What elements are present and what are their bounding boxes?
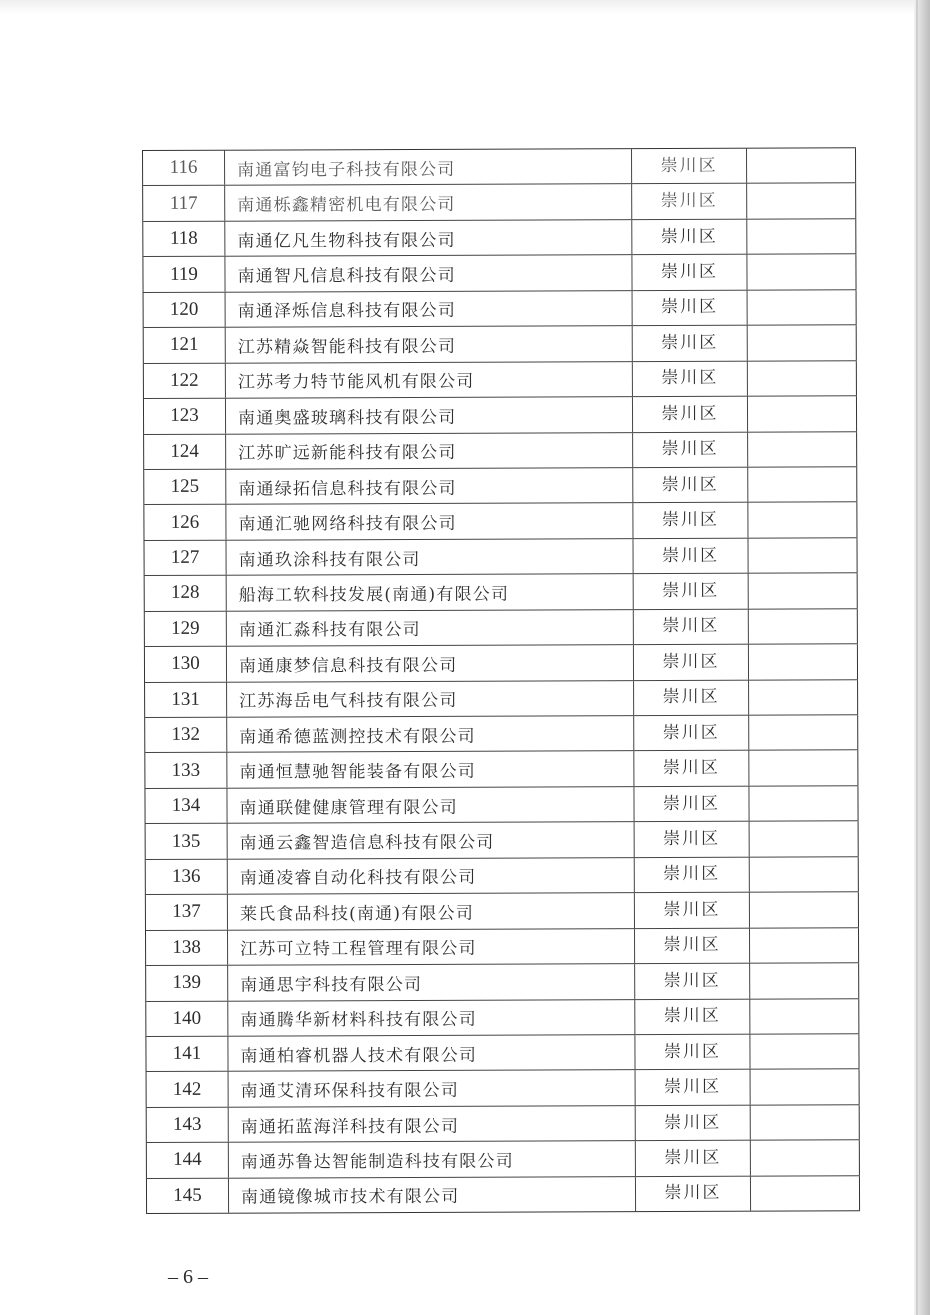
table-row [144,432,857,470]
table-row [147,1070,860,1108]
row-number: 144 [147,1143,229,1178]
row-number: 119 [143,257,225,292]
company-name: 南通镜像城市技术有限公司 [229,1177,636,1213]
table-row [146,822,859,860]
scan-edge-line [916,0,918,1315]
table-row [143,255,856,293]
district: 崇川区 [633,468,748,503]
remarks-cell [750,963,859,998]
company-name: 船海工软科技发展(南通)有限公司 [227,574,634,610]
remarks-cell [748,361,857,396]
page-number: – 6 – [168,1266,208,1288]
company-name: 南通希德蓝测控技术有限公司 [227,716,634,752]
table-row [146,999,859,1037]
remarks-cell [749,574,858,609]
remarks-cell [750,1034,859,1069]
table-row [144,325,857,363]
row-number: 134 [145,789,227,824]
district: 崇川区 [633,290,748,325]
district: 崇川区 [632,149,747,184]
remarks-cell [749,751,858,786]
row-number: 122 [144,363,226,398]
row-number: 130 [145,647,227,682]
company-name: 南通绿拓信息科技有限公司 [226,468,633,504]
remarks-cell [748,538,857,573]
table-row [145,715,858,753]
company-name: 南通恒慧驰智能装备有限公司 [227,752,634,788]
row-number: 125 [144,470,226,505]
table-row [145,538,858,576]
table-row [147,1176,860,1214]
row-number: 120 [144,292,226,327]
remarks-cell [748,325,857,360]
row-number: 117 [143,186,225,221]
district: 崇川区 [635,857,750,892]
company-name: 南通苏鲁达智能制造科技有限公司 [229,1141,636,1177]
row-number: 123 [144,399,226,434]
remarks-cell [748,503,857,538]
table-row [144,467,857,505]
remarks-cell [747,184,856,219]
row-number: 133 [145,753,227,788]
row-number: 139 [146,966,228,1001]
row-number: 118 [143,222,225,257]
district: 崇川区 [632,184,747,219]
table-row [143,148,856,186]
row-number: 142 [147,1072,229,1107]
district: 崇川区 [634,716,749,751]
district: 崇川区 [633,397,748,432]
remarks-cell [749,644,858,679]
row-number: 135 [146,824,228,859]
company-name: 南通凌睿自动化科技有限公司 [228,858,635,894]
table-row [146,892,859,930]
table-row [144,503,857,541]
remarks-cell [749,715,858,750]
remarks-cell [749,680,858,715]
scan-top-shade [0,0,930,14]
company-name: 南通腾华新材料科技有限公司 [228,1000,635,1036]
district: 崇川区 [633,432,748,467]
remarks-cell [749,786,858,821]
company-name: 南通艾清环保科技有限公司 [229,1070,636,1106]
table-row [146,1034,859,1072]
district: 崇川区 [635,893,750,928]
company-name: 江苏旷远新能科技有限公司 [226,433,633,469]
district: 崇川区 [635,964,750,999]
row-number: 124 [144,434,226,469]
row-number: 127 [145,540,227,575]
district: 崇川区 [633,361,748,396]
remarks-cell [748,290,857,325]
table-row [147,1141,860,1179]
remarks-cell [751,1070,860,1105]
remarks-cell [747,255,856,290]
company-name: 南通柏睿机器人技术有限公司 [228,1035,635,1071]
district: 崇川区 [633,326,748,361]
remarks-cell [747,148,856,183]
district: 崇川区 [636,1141,751,1176]
row-number: 116 [143,151,225,186]
district: 崇川区 [635,1035,750,1070]
remarks-cell [750,822,859,857]
remarks-cell [751,1176,860,1211]
company-name: 江苏考力特节能风机有限公司 [226,362,633,398]
district: 崇川区 [636,1105,751,1140]
remarks-cell [750,928,859,963]
district: 崇川区 [633,538,748,573]
table-row [143,219,856,257]
row-number: 132 [145,718,227,753]
district: 崇川区 [636,1176,751,1211]
district: 崇川区 [634,645,749,680]
district: 崇川区 [635,822,750,857]
company-name: 南通汇驰网络科技有限公司 [226,503,633,539]
row-number: 126 [144,505,226,540]
company-name: 江苏可立特工程管理有限公司 [228,929,635,965]
remarks-cell [750,857,859,892]
row-number: 121 [144,328,226,363]
table-row [145,574,858,612]
table-row [146,857,859,895]
company-name: 江苏精焱智能科技有限公司 [226,326,633,362]
remarks-cell [748,396,857,431]
row-number: 141 [146,1037,228,1072]
company-name: 南通拓蓝海洋科技有限公司 [229,1106,636,1142]
company-name: 南通奥盛玻璃科技有限公司 [226,397,633,433]
remarks-cell [751,1105,860,1140]
company-name: 南通联健健康管理有限公司 [227,787,634,823]
company-name: 南通栎鑫精密机电有限公司 [225,185,632,221]
remarks-cell [751,1141,860,1176]
company-name: 莱氏食品科技(南通)有限公司 [228,893,635,929]
district: 崇川区 [634,574,749,609]
company-name: 南通亿凡生物科技有限公司 [225,220,632,256]
district: 崇川区 [634,609,749,644]
table-row [145,680,858,718]
table-row [144,290,857,328]
remarks-cell [747,219,856,254]
district: 崇川区 [634,751,749,786]
company-name: 江苏海岳电气科技有限公司 [227,681,634,717]
row-number: 138 [146,930,228,965]
table-row [144,361,857,399]
table-row [145,644,858,682]
district: 崇川区 [636,1070,751,1105]
row-number: 131 [145,682,227,717]
row-number: 145 [147,1178,229,1213]
district: 崇川区 [632,220,747,255]
company-name: 南通汇淼科技有限公司 [227,610,634,646]
district: 崇川区 [634,787,749,822]
table-row [145,751,858,789]
row-number: 129 [145,611,227,646]
table-row [143,184,856,222]
district: 崇川区 [632,255,747,290]
table-row [147,1105,860,1143]
company-name: 南通玖涂科技有限公司 [227,539,634,575]
company-name: 南通泽烁信息科技有限公司 [226,291,633,327]
company-name: 南通智凡信息科技有限公司 [225,255,632,291]
table-row [145,786,858,824]
company-name: 南通康梦信息科技有限公司 [227,645,634,681]
table-row [145,609,858,647]
row-number: 140 [146,1001,228,1036]
row-number: 136 [146,859,228,894]
remarks-cell [748,467,857,502]
company-name: 南通富钧电子科技有限公司 [225,149,632,185]
company-list-table [142,147,860,1214]
table-row [146,928,859,966]
remarks-cell [750,999,859,1034]
district: 崇川区 [633,503,748,538]
row-number: 137 [146,895,228,930]
district: 崇川区 [634,680,749,715]
table-row [146,963,859,1001]
company-name: 南通云鑫智造信息科技有限公司 [228,822,635,858]
remarks-cell [748,432,857,467]
remarks-cell [750,892,859,927]
district: 崇川区 [635,999,750,1034]
company-name: 南通思宇科技有限公司 [228,964,635,1000]
table-row [144,396,857,434]
row-number: 143 [147,1107,229,1142]
district: 崇川区 [635,928,750,963]
row-number: 128 [145,576,227,611]
remarks-cell [749,609,858,644]
